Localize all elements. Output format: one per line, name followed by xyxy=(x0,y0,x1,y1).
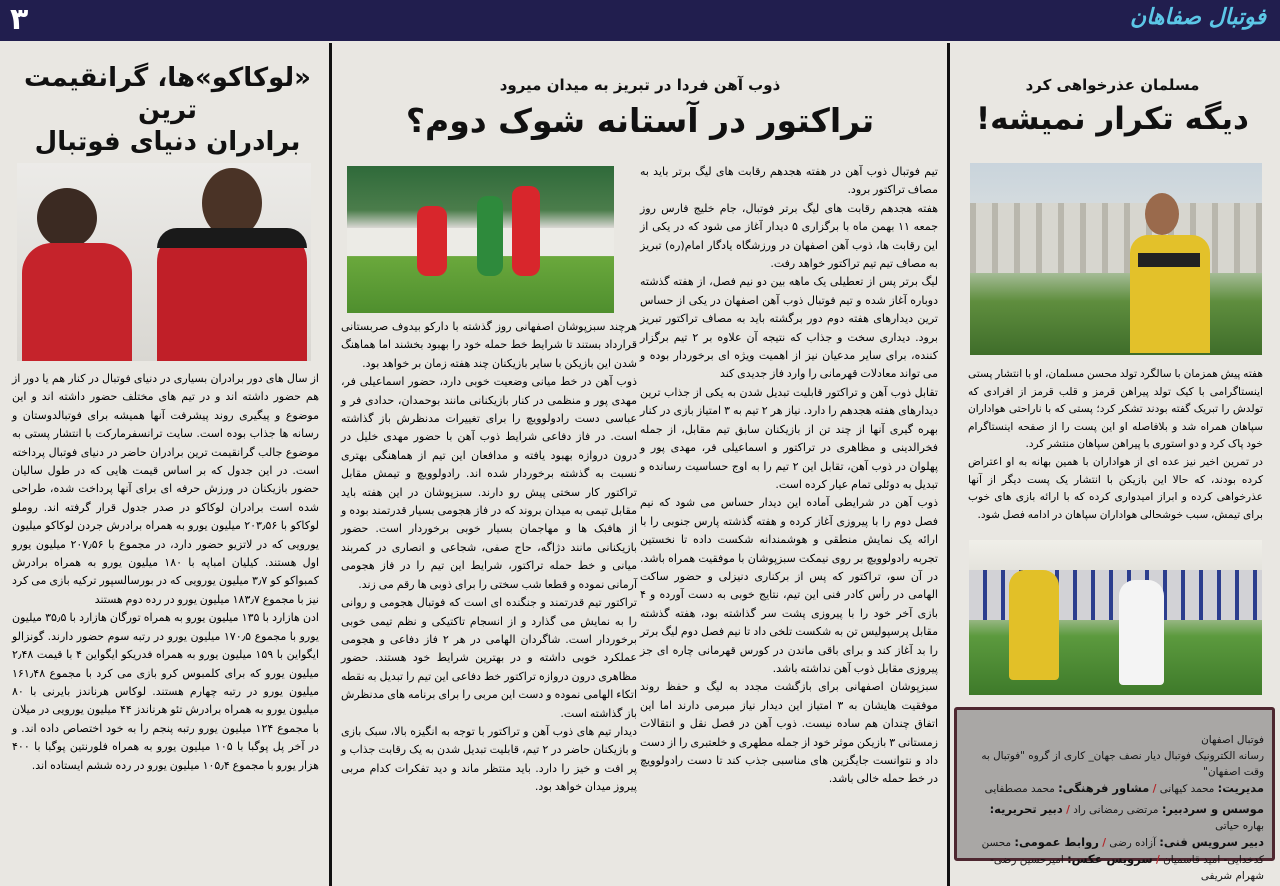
credits-box xyxy=(954,707,1275,882)
paragraph: ذوب آهن در شرایطی آماده این دیدار حساس می شود که نیم فصل دوم را با پیروزی آغاز کرده و هفته گذشته پارس جنوبی را با ارائه یک نمایش منطقی و هوشمندانه شکست داده تا نخستین تجربه رادولوویچ بر روی نیمکت سبزپوشان با موفقیت همراه باشد. در آن سو، تراکتور که پس از برکناری دنیزلی و حضور ساکت الهامی در رأس کادر فنی این تیم، نتایج خوبی به دست آورده و ۴ بازی آخر خود را با پیروزی پشت سر گذاشته بود، هفته گذشته مقابل پرسپولیس تن به شکست تلخی داد تا نیم فصل دوم لیگ برتر را بد آغاز کند و برای باقی ماندن در کورس قهرمانی چاره ای جز پیروزی مقابل ذوب آهن نداشته باشد. xyxy=(640,496,938,675)
label: دبیر سرویس فنی: xyxy=(1159,835,1264,849)
credits-tagline: رسانه الکترونیک فوتبال دیار نصف جهان_ کاری از گروه "فوتبال به وقت اصفهان" xyxy=(981,750,1264,778)
value: مرتضی رمضانی راد xyxy=(1073,804,1159,816)
paragraph: ادن هازارد با ۱۳۵ میلیون یورو به همراه تورگان هازارد با ۳۵٫۵ میلیون یورو با مجموع ۱۷۰٫۵ میلیون یورو در رتبه سوم حضور دارند. گونزالو ایگواین با ۱۵۹ میلیون یورو به همراه فدریکو ایگواین ۴ با قیمت ۲٫۴۸ میلیون یورو که برای کلمبوس کرو بازی می کرد با مجموع ۱۶۱٫۴۸ میلیون یورو در رتبه چهارم هستند. لوکاس هرناندز بایرنی با ۸۰ میلیون یورو به همراه برادرش تئو هرناندز ۴۴ میلیون یورویی در میلان با مجموع ۱۲۴ میلیون یورو رتبه پنجم را به خود اختصاص داده اند. و در آخر پل پوگبا با ۱۰۵ میلیون یورو به همراه فلورنتین پوگبا با ۴۰۰ هزار یورو با مجموع ۱۰۵٫۴ میلیون یورو در رده ششم ایستاده اند. xyxy=(12,611,319,772)
separator: / xyxy=(1152,783,1157,795)
masthead-bar xyxy=(0,0,1280,41)
title-line: «لوکاکو»ها، گرانقیمت ترین xyxy=(24,63,311,125)
left-article-body xyxy=(12,370,319,775)
value: محسن کدخدایی- امید قاسمیان xyxy=(981,837,1264,866)
paragraph: تیم فوتبال ذوب آهن در هفته هجدهم رقابت های لیگ برتر باید به مصاف تراکتور برود. xyxy=(640,165,938,197)
paragraph: هرچند سبزپوشان اصفهانی روز گذشته با دارکو بیدوف صربستانی قرارداد بستند تا شرایط خط حمله خود را بهبود بخشند اما هماهنگ شدن این بازیکن با سایر بازیکنان چند هفته زمان بر خواهد بود. xyxy=(341,320,637,370)
middle-article-title: تراکتور در آستانه شوک دوم؟ xyxy=(405,101,875,140)
section-logo: فوتبال صفاهان xyxy=(1130,4,1266,30)
right-article-kicker: مسلمان عذرخواهی کرد xyxy=(1025,76,1200,94)
label: سرویس عکس: xyxy=(1067,852,1153,866)
paragraph: تقابل ذوب آهن و تراکتور قابلیت تبدیل شدن به یکی از جذاب ترین دیدارهای هفته هجدهم را دارد. نیاز هر ۲ تیم به ۳ امتیاز بازی در کنار بهره گیری آنها از چند تن از بازیکنان سابق تیم مقابل، از جمله فخرالدینی و مظاهری در تراکتور و اسماعیلی فر، مهدی پور و پهلوان در ذوب آهن، تقابل این ۲ تیم را به اوج حساسیت رسانده و تبدیل به دوئلی تمام عیار کرده است. xyxy=(640,385,939,491)
label: موسس و سردبیر: xyxy=(1161,802,1264,816)
column-divider xyxy=(947,43,950,886)
paragraph: در تمرین اخیر نیز عده ای از هواداران با همین بهانه به او اعتراض کرده بودند، که حالا این بازیکن با انتشار یک پست دیگر از آنها عذرخواهی کرده و ابراز امیدواری کرده که با ارائه بازی های خوب برای تیمش، سبب خوشحالی هواداران سپاهان در ادامه فصل شود. xyxy=(968,455,1263,521)
value: بهاره حیاتی xyxy=(1215,820,1264,832)
paragraph: لیگ برتر پس از تعطیلی یک ماهه بین دو نیم فصل، از هفته گذشته دوباره آغاز شده و تیم فوتبال ذوب آهن اصفهان در یکی از حساس ترین دیدارهای هفته دوم دور برگشته باید به مصاف تراکتور تبریز برود. دیداری سخت و جذاب که نتیجه آن علاوه بر ۲ تیم برگزار کننده، برای سایر مدعیان نیز از اهمیت ویژه ای برخوردار بوده و می تواند معادلات قهرمانی را وارد فاز جدیدی کند xyxy=(640,275,938,381)
credits-name: فوتبال اصفهان xyxy=(1201,734,1264,746)
middle-article-kicker: ذوب آهن فردا در تبریز به میدان میرود xyxy=(499,76,781,94)
paragraph: هفته پیش همزمان با سالگرد تولد محسن مسلمان، او با انتشار پستی اینستاگرامی با کیک تولد پیراهن قرمز و قلب قرمز از افرادی که تولدش را تبریک گفته بودند تشکر کرد؛ پستی که با ناراحتی هواداران سپاهان همراه شد و بلافاصله او این پست را از صفحه اینستاگرام خود پاک کرد و دو استوری با پیراهن سپاهان منتشر کرد. xyxy=(968,368,1263,451)
paragraph: سبزپوشان اصفهانی برای بازگشت مجدد به لیگ و حفظ روند موفقیت هایشان به ۳ امتیاز این دیدار نیاز مبرمی دارند اما این اتفاق چندان هم ساده نیست. ذوب آهن در فصل نقل و انتقالات زمستانی ۳ بازیکن موثر خود از جمله مطهری و خلعتبری را از دست داد و نتوانست جایگزین های مناسبی جذب کند تا دست رادولوویچ در خط حمله خالی باشد. xyxy=(640,680,939,786)
match-photo-tractor xyxy=(347,166,614,313)
value: محمد مصطفایی xyxy=(984,783,1055,795)
paragraph: از سال های دور برادران بسیاری در دنیای فوتبال در کنار هم یا دور از هم حضور داشته اند و در تیم های مختلف حضور داشته اند و این موضوع و پیگیری روند پیشرفت آنها همیشه برای فوتبالدوستان و رسانه ها جذاب بوده است. سایت ترانسفرمارکت با انتشار پستی به موضوع جالب گرانقیمت ترین برادران حاضر در دنیای فوتبال پرداخته است. در این جدول که بر اساس قیمت هایی که در طول سالیان حضور بازیکنان در ورزش حرفه ای برای آنها پرداخت شده، طراحی شده است برادران لوکاکو در صدر جدول قرار گرفته اند. روملو لوکاکو با ۲۰۳٫۵۶ میلیون یورو به همراه برادرش جردن لوکاکو میلیون یورویی که در لاتزیو حضور دارد، در مجموع با ۲۰۷٫۵۶ میلیون یورو اول هستند. کیلیان امباپه با ۱۸۰ میلیون یورو به همراه برادرش کمبواکو کو ۳٫۷ میلیون یورویی که در بورسالسپور ترکیه بازی می کرد نیز با مجموع ۱۸۳٫۷ میلیون یورو در رده دوم هستند xyxy=(12,372,319,606)
separator: / xyxy=(1102,837,1106,849)
lukaku-brothers-photo xyxy=(17,163,311,361)
label: روابط عمومی: xyxy=(1014,835,1099,849)
match-photo-sepahan xyxy=(969,540,1262,695)
paragraph: دیدار تیم های ذوب آهن و تراکتور با توجه به انگیزه بالا، سبک بازی و بازیکنان حاضر در ۲ تیم، قابلیت تبدیل شدن به یک رقابت جذاب و پر افت و خیز را دارد. باید منتظر ماند و دید تفکرات کدام مربی پیروز میدان خواهد بود. xyxy=(341,724,637,794)
value: آزاده رضی xyxy=(1109,837,1156,849)
paragraph: هفته هجدهم رقابت های لیگ برتر فوتبال، جام خلیج فارس روز جمعه ۱۱ بهمن ماه با برگزاری ۵ دیدار آغاز می شود که در یکی از این رقابت ها، ذوب آهن اصفهان در ورزشگاه یادگار امام(ره) تبریز به مصاف تیم تیم تراکتور خواهد رفت. xyxy=(640,201,939,271)
middle-article-body-left xyxy=(341,318,637,797)
label: مشاور فرهنگی: xyxy=(1058,781,1150,795)
title-line: برادران دنیای فوتبال xyxy=(34,127,301,157)
right-article-title: دیگه تکرار نمیشه! xyxy=(976,101,1249,137)
column-divider xyxy=(329,43,332,886)
paragraph: ذوب آهن در خط میانی وضعیت خوبی دارد، حضور اسماعیلی فر، مهدی پور و منظمی در کنار بازیکنانی مانند بوحمدان، حدادی فر و عباسی دست رادولوویچ را برای تغییرات مدنظرش باز گذاشته است. در فاز دفاعی شرایط ذوب آهن با حضور مهدی خلیل در درون دروازه بهبود یافته و مدافعان این تیم از هماهنگی بهتری نسبت به گذشته برخوردار شده اند. رادولوویچ و تیمش مقابل تراکتور کار سختی پیش رو دارند. سبزپوشان در این هفته باید مقابل تیمی به میدان بروند که در فاز هجومی بسیار قدرتمند بوده و از هافبک ها و مهاجمان بسیار خوبی برخوردار است. حضور بازیکنانی مانند دژاگه، حاج صفی، شجاعی و انصاری در کمربند میانی و خط حمله تراکتور، شرایط این تیم را در فاز هجومی آرمانی نموده و قطعا شب سختی را برای ذوبی ها رقم می زند. xyxy=(341,375,637,591)
middle-article-body-right xyxy=(640,163,938,789)
left-article-title xyxy=(8,62,327,158)
paragraph: تراکتور تیم قدرتمند و جنگنده ای است که فوتبال هجومی و روانی را به نمایش می گذارد و از انسجام تاکتیکی و نظم تیمی خوبی برخوردار است. شاگردان الهامی در هر ۲ فاز دفاعی و هجومی عملکرد خوبی داشته و در بهترین شرایط خود هستند. حضور مظاهری درون دروازه تراکتور خط دفاعی این تیم را تبدیل به نقطه اتکاء الهامی نموده و دست این مربی را برای برنامه های مدنظرش باز گذاشته است. xyxy=(341,596,637,720)
label: دبیر تحریریه: xyxy=(989,802,1063,816)
player-photo-moslem xyxy=(970,163,1262,355)
label: مدیریت: xyxy=(1217,781,1264,795)
separator: / xyxy=(1066,804,1070,816)
separator: / xyxy=(1155,854,1160,866)
page-number: ۳ xyxy=(10,2,29,37)
right-article-body xyxy=(968,366,1263,524)
value: محمد کیهانی xyxy=(1159,783,1215,795)
value: امیرحسین رضی- شهرام شریفی xyxy=(990,854,1264,882)
